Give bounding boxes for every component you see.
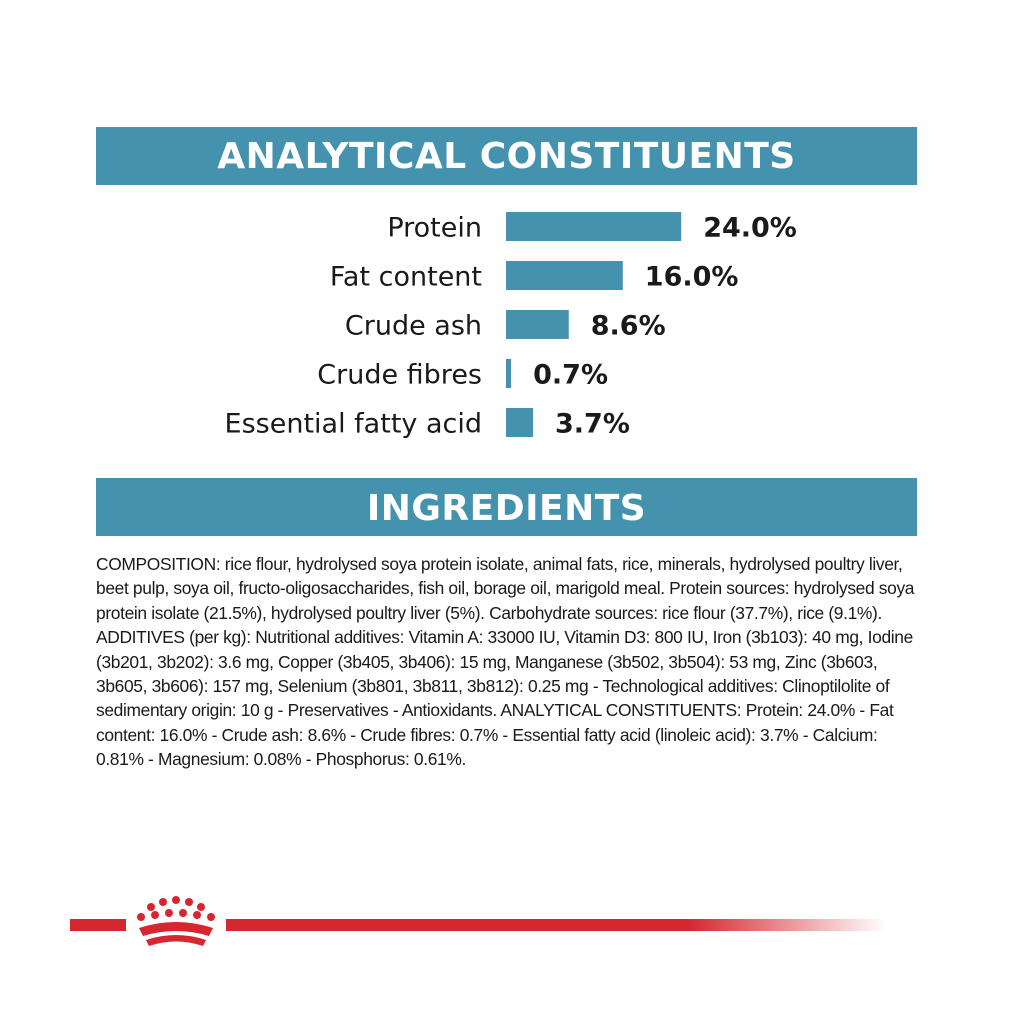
analytical-constituents-banner: ANALYTICAL CONSTITUENTS [96, 127, 917, 185]
category-label-protein: Protein [387, 212, 482, 244]
category-label-fat-content: Fat content [329, 261, 482, 293]
brand-stripe-right [226, 919, 886, 931]
value-label-protein: 24.0% [703, 212, 797, 244]
ingredients-banner: INGREDIENTS [96, 478, 917, 536]
bar-fat-content [506, 261, 623, 290]
ingredients-composition-text: COMPOSITION: rice flour, hydrolysed soya protein isolate, animal fats, rice, minerals, hydrolysed poultry liver, beet pulp, soya oil, fructo-oligosaccharides, fish oil, borage oil, marigold meal. Protein sources: hydrolysed soya protein isolate (21.5%), hydrolysed poultry liver (5%). Carbohydrate sources: rice flour (37.7%), rice (9.1%). ADDITIVES (per kg): Nutritional additives: Vitamin A: 33000 IU, Vitamin D3: 800 IU, Iron (3b103): 40 mg, Iodine (3b201, 3b202): 3.6 mg, Copper (3b405, 3b406): 15 mg, Manganese (3b502, 3b504): 53 mg, Zinc (3b603, 3b605, 3b606): 157 mg, Selenium (3b801, 3b811, 3b812): 0.25 mg - Technological additives: Clinoptilolite of sedimentary origin: 10 g - Preservatives - Antioxidants. ANALYTICAL CONSTITUENTS: Protein: 24.0% - Fat content: 16.0% - Crude ash: 8.6% - Crude fibres: 0.7% - Essential fatty acid (linoleic acid): 3.7% - Calcium: 0.81% - Magnesium: 0.08% - Phosphorus: 0.61%. [96, 554, 915, 770]
value-label-essential-fatty-acid: 3.7% [555, 408, 630, 440]
category-label-essential-fatty-acid: Essential fatty acid [224, 408, 482, 440]
bar-crude-fibres [506, 359, 511, 388]
category-label-crude-ash: Crude ash [344, 310, 482, 342]
bar-essential-fatty-acid [506, 408, 533, 437]
value-label-crude-ash: 8.6% [590, 310, 666, 342]
value-label-crude-fibres: 0.7% [533, 359, 609, 391]
bar-crude-ash [506, 310, 569, 339]
bar-protein [506, 212, 681, 241]
brand-stripe-left [70, 919, 126, 931]
brand-footer [0, 890, 1024, 960]
category-label-crude-fibres: Crude fibres [317, 359, 482, 391]
analytical-constituents-chart [0, 0, 1024, 470]
value-label-fat-content: 16.0% [644, 261, 739, 293]
royal-crown-logo-icon [137, 896, 215, 946]
